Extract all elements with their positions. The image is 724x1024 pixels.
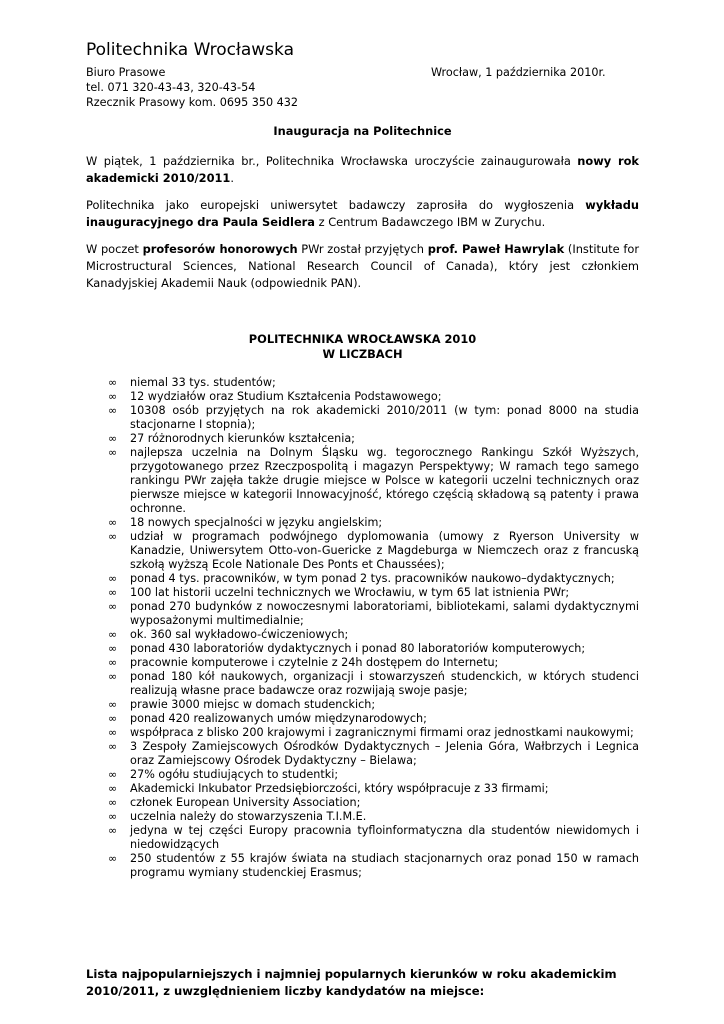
stats-list-item — [86, 516, 639, 530]
stats-item-text: ponad 180 kół naukowych, organizacji i stowarzyszeń studenckich, w których studenci realizują własne prace badawcze oraz rozwijają swoje pasje; — [130, 670, 639, 697]
stats-item-text: 250 studentów z 55 krajów świata na studiach stacjonarnych oraz ponad 150 w ramach programu wymiany studenckiej Erasmus; — [130, 852, 639, 879]
stats-list-item — [86, 852, 639, 880]
p1-text-a: W piątek, 1 października br., Politechnika Wrocławska uroczyście zainaugurowała — [86, 154, 578, 168]
stats-list-item — [86, 782, 639, 796]
stats-item-text: pracownie komputerowe i czytelnie z 24h dostępem do Internetu; — [130, 656, 499, 669]
stats-list-item — [86, 768, 639, 782]
document-title: Inauguracja na Politechnice — [273, 124, 452, 138]
infinity-bullet-icon: ∞ — [108, 432, 118, 445]
stats-list-item — [86, 600, 639, 628]
stats-list-item — [86, 530, 639, 572]
stats-list — [86, 376, 639, 880]
stats-item-text: 18 nowych specjalności w języku angielskim; — [130, 516, 383, 529]
stats-item-text: ok. 360 sal wykładowo-ćwiczeniowych; — [130, 628, 349, 641]
stats-item-text: najlepsza uczelnia na Dolnym Śląsku wg. tegorocznego Rankingu Szkół Wyższych, przygotowanego przez Rzeczpospolitą i magazyn Perspektywy; W ramach tego samego rankingu PWr zajęła także drugie miejsce w Polsce w kategorii uczelni technicznych oraz pierwsze miejsce w kategorii Innowacyjność, którego częścią składową są patenty i prawa ochronne. — [130, 446, 639, 515]
stats-item-text: członek European University Association; — [130, 796, 361, 809]
infinity-bullet-icon: ∞ — [108, 768, 118, 781]
stats-item-text: uczelnia należy do stowarzyszenia T.I.M.E. — [130, 810, 367, 823]
infinity-bullet-icon: ∞ — [108, 586, 118, 599]
p2-bold-lecture: wykładu inauguracyjnego dra Paula Seidlera — [86, 198, 639, 229]
infinity-bullet-icon: ∞ — [108, 376, 118, 389]
popular-programs-heading: Lista najpopularniejszych i najmniej popularnych kierunków w roku akademickim 2010/2011, z uwzględnieniem liczby kandydatów na miejsce: — [86, 967, 617, 998]
infinity-bullet-icon: ∞ — [108, 670, 118, 683]
infinity-bullet-icon: ∞ — [108, 516, 118, 529]
infinity-bullet-icon: ∞ — [108, 642, 118, 655]
stats-item-text: 12 wydziałów oraz Studium Kształcenia Podstawowego; — [130, 390, 442, 403]
stats-item-text: 10308 osób przyjętych na rok akademicki 2010/2011 (w tym: ponad 8000 na studia stacjonarne I stopnia); — [130, 404, 639, 431]
stats-item-text: 100 lat historii uczelni technicznych we Wrocławiu, w tym 65 lat istnienia PWr; — [130, 586, 570, 599]
p3-text-a: W poczet — [86, 242, 143, 256]
phone-numbers: tel. 071 320-43-43, 320-43-54 — [86, 81, 256, 94]
stats-item-text: niemal 33 tys. studentów; — [130, 376, 276, 389]
p1-bold-academic-year: nowy rok akademicki 2010/2011 — [86, 154, 639, 185]
stats-list-item — [86, 824, 639, 852]
stats-list-item — [86, 446, 639, 516]
stats-list-item — [86, 656, 639, 670]
infinity-bullet-icon: ∞ — [108, 824, 118, 837]
p2-text-a: Politechnika jako europejski uniwersytet badawczy zaprosiła do wygłoszenia — [86, 198, 586, 212]
infinity-bullet-icon: ∞ — [108, 572, 118, 585]
stats-item-text: ponad 430 laboratoriów dydaktycznych i ponad 80 laboratoriów komputerowych; — [130, 642, 586, 655]
paragraph-inauguration — [86, 153, 639, 187]
stats-item-text: ponad 420 realizowanych umów międzynarodowych; — [130, 712, 427, 725]
stats-list-item — [86, 572, 639, 586]
infinity-bullet-icon: ∞ — [108, 782, 118, 795]
spokesman-contact: Rzecznik Prasowy kom. 0695 350 432 — [86, 96, 299, 109]
stats-item-text: 27% ogółu studiujących to studentki; — [130, 768, 339, 781]
stats-list-item — [86, 712, 639, 726]
stats-list-item — [86, 432, 639, 446]
document-date: Wrocław, 1 października 2010r. — [431, 66, 606, 79]
p3-text-e: (Institute for Microstructural Sciences, National Research Council of Canada), który jest członkiem Kanadyjskiej Akademii Nauk (odpowiednik PAN). — [86, 242, 639, 290]
p3-bold-professor-name: prof. Paweł Hawrylak — [427, 242, 565, 256]
paragraph-lecture — [86, 197, 639, 231]
stats-list-item — [86, 390, 639, 404]
stats-list-item — [86, 586, 639, 600]
infinity-bullet-icon: ∞ — [108, 796, 118, 809]
stats-list-item — [86, 698, 639, 712]
stats-list-item — [86, 642, 639, 656]
p3-text-c: PWr został przyjętych — [297, 242, 428, 256]
stats-item-text: udział w programach podwójnego dyplomowania (umowy z Ryerson University w Kanadzie, Uniwersytem Otto-von-Guericke z Magdeburga w Niemczech oraz z francuską szkołą wyższą Ecole Nationale Des Ponts et Chaussées); — [130, 530, 639, 571]
infinity-bullet-icon: ∞ — [108, 446, 118, 459]
p1-text-c: . — [230, 171, 234, 185]
infinity-bullet-icon: ∞ — [108, 390, 118, 403]
organization-name: Politechnika Wrocławska — [86, 40, 294, 60]
infinity-bullet-icon: ∞ — [108, 712, 118, 725]
infinity-bullet-icon: ∞ — [108, 698, 118, 711]
infinity-bullet-icon: ∞ — [108, 404, 118, 417]
stats-list-item — [86, 670, 639, 698]
infinity-bullet-icon: ∞ — [108, 740, 118, 753]
stats-item-text: ponad 270 budynków z nowoczesnymi laboratoriami, bibliotekami, salami dydaktycznymi wyposażonymi multimedialnie; — [130, 600, 639, 627]
stats-list-item — [86, 810, 639, 824]
stats-item-text: współpraca z blisko 200 krajowymi i zagranicznymi firmami oraz jednostkami naukowymi; — [130, 726, 634, 739]
stats-list-item — [86, 726, 639, 740]
infinity-bullet-icon: ∞ — [108, 600, 118, 613]
infinity-bullet-icon: ∞ — [108, 628, 118, 641]
p2-text-c: z Centrum Badawczego IBM w Zurychu. — [314, 215, 546, 229]
infinity-bullet-icon: ∞ — [108, 530, 118, 543]
infinity-bullet-icon: ∞ — [108, 810, 118, 823]
infinity-bullet-icon: ∞ — [108, 726, 118, 739]
stats-heading-line1: POLITECHNIKA WROCŁAWSKA 2010 — [248, 332, 477, 346]
stats-item-text: 27 różnorodnych kierunków kształcenia; — [130, 432, 355, 445]
stats-item-text: ponad 4 tys. pracowników, w tym ponad 2 tys. pracowników naukowo–dydaktycznych; — [130, 572, 615, 585]
stats-item-text: 3 Zespoły Zamiejscowych Ośrodków Dydaktycznych – Jelenia Góra, Wałbrzych i Legnica oraz Zamiejscowy Ośrodek Dydaktyczny – Bielawa; — [130, 740, 639, 767]
stats-list-item — [86, 740, 639, 768]
paragraph-honorary-professor — [86, 241, 639, 292]
stats-list-item — [86, 628, 639, 642]
stats-heading — [86, 332, 639, 362]
stats-item-text: Akademicki Inkubator Przedsiębiorczości, który współpracuje z 33 firmami; — [130, 782, 549, 795]
infinity-bullet-icon: ∞ — [108, 852, 118, 865]
stats-item-text: jedyna w tej części Europy pracownia tyfloinformatyczna dla studentów niewidomych i niedowidzących — [130, 824, 639, 851]
stats-list-item — [86, 404, 639, 432]
stats-heading-line2: W LICZBACH — [322, 347, 403, 361]
stats-list-item — [86, 376, 639, 390]
p3-bold-honorary: profesorów honorowych — [142, 242, 298, 256]
press-office-label: Biuro Prasowe — [86, 66, 166, 79]
stats-item-text: prawie 3000 miejsc w domach studenckich; — [130, 698, 376, 711]
infinity-bullet-icon: ∞ — [108, 656, 118, 669]
stats-list-item — [86, 796, 639, 810]
